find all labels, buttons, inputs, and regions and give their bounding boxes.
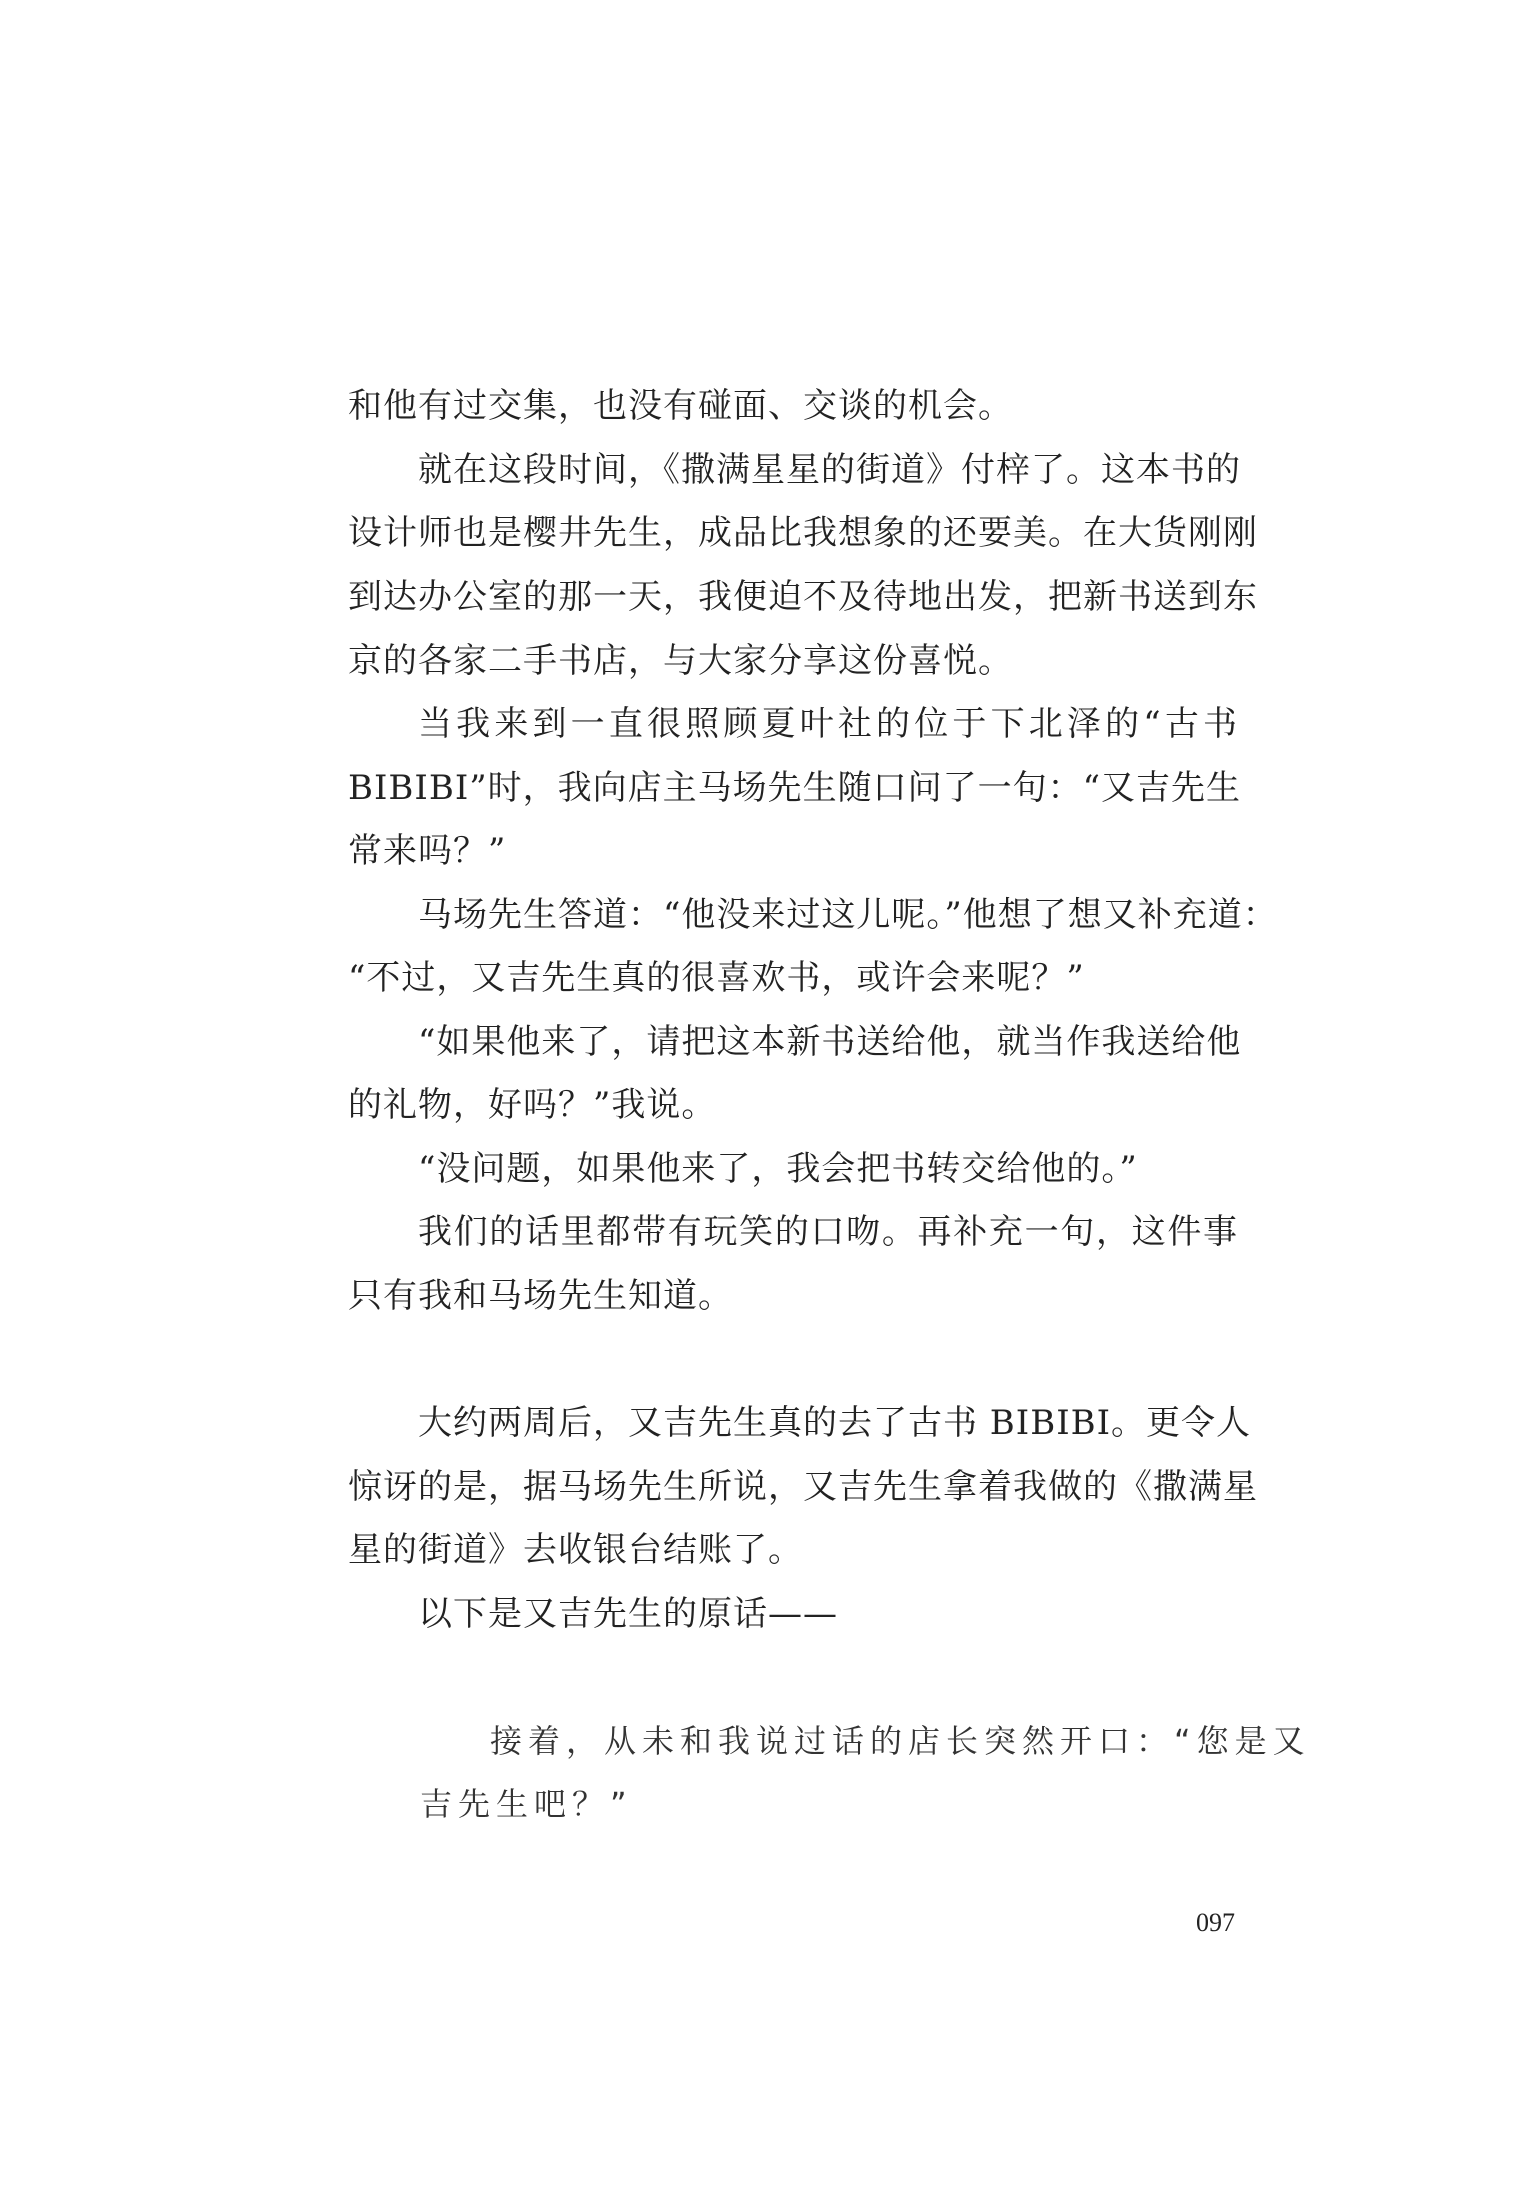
quote-line: 吉先生吧？” <box>420 1785 633 1823</box>
text-line: 马场先生答道：“他没来过这儿呢。”他想了想又补充道： <box>418 895 1278 935</box>
text-line: 的礼物，好吗？”我说。 <box>348 1085 717 1125</box>
page-number: 097 <box>1196 1908 1235 1937</box>
text-line: 星的街道》去收银台结账了。 <box>348 1530 803 1570</box>
quote-line: 接着，从未和我说过话的店长突然开口：“您是又 <box>490 1722 1311 1760</box>
text-line: 我们的话里都带有玩笑的口吻。再补充一句，这件事 <box>418 1212 1238 1252</box>
text-line: BIBIBI”时，我向店主马场先生随口问了一句：“又吉先生 <box>348 768 1242 808</box>
text-line: 就在这段时间，《撒满星星的街道》付梓了。这本书的 <box>418 450 1241 490</box>
text-line: “不过，又吉先生真的很喜欢书，或许会来呢？” <box>348 958 1085 998</box>
text-line: 设计师也是樱井先生，成品比我想象的还要美。在大货刚刚 <box>348 513 1258 553</box>
text-line: 和他有过交集，也没有碰面、交谈的机会。 <box>348 386 1013 426</box>
text-line: “如果他来了，请把这本新书送给他，就当作我送给他 <box>418 1022 1242 1062</box>
text-line: 惊讶的是，据马场先生所说，又吉先生拿着我做的《撒满星 <box>348 1467 1258 1507</box>
text-line: “没问题，如果他来了，我会把书转交给他的。” <box>418 1149 1138 1189</box>
text-line: 以下是又吉先生的原话—— <box>418 1594 838 1634</box>
text-line: 常来吗？” <box>348 831 507 871</box>
text-line: 京的各家二手书店，与大家分享这份喜悦。 <box>348 641 1013 681</box>
text-line: 到达办公室的那一天，我便迫不及待地出发，把新书送到东 <box>348 577 1258 617</box>
text-line: 大约两周后，又吉先生真的去了古书 BIBIBI。更令人 <box>418 1403 1252 1443</box>
text-line: 只有我和马场先生知道。 <box>348 1276 733 1316</box>
text-line: 当我来到一直很照顾夏叶社的位于下北泽的“古书 <box>418 704 1238 744</box>
